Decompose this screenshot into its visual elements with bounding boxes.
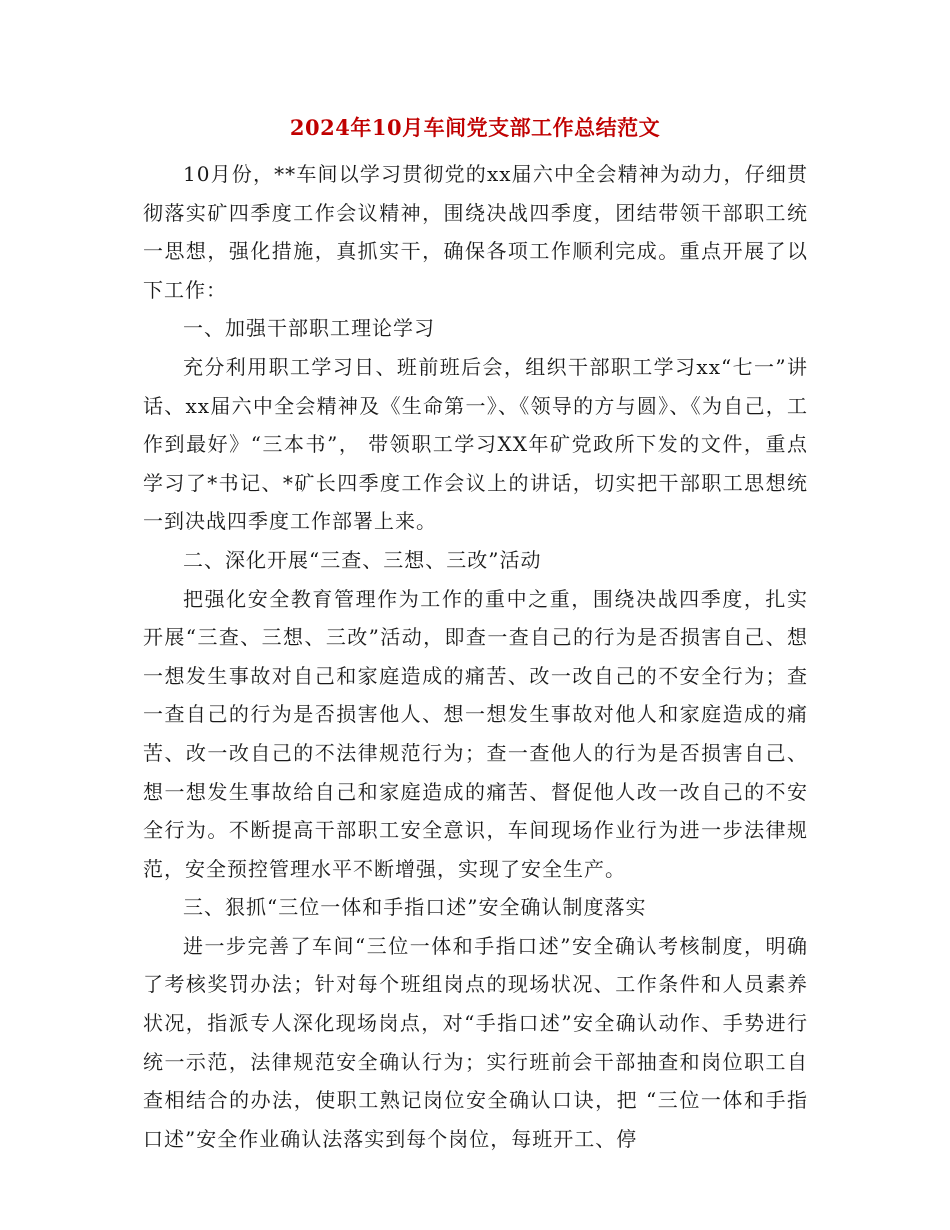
section-heading-1: 一、加强干部职工理论学习 <box>183 316 435 341</box>
intro-paragraph: 10月份，**车间以学习贯彻党的xx届六中全会精神为动力，仔细贯彻落实矿四季度工作会议精神，围绕决战四季度，团结带领干部职工统一思想，强化措施，真抓实干，确保各项工作顺利完成。重点开展了以下工作： <box>143 162 808 302</box>
section-paragraph-3: 进一步完善了车间“三位一体和手指口述”安全确认考核制度，明确了考核奖罚办法；针对每个班组岗点的现场状况、工作条件和人员素养状况，指派专人深化现场岗点，对“手指口述”安全确认动作、手势进行统一示范，法律规范安全确认行为；实行班前会干部抽查和岗位职工自查相结合的办法，使职工熟记岗位安全确认口诀，把 “三位一体和手指口述”安全作业确认法落实到每个岗位，每班开工、停 <box>143 933 808 1151</box>
section-heading-2: 二、深化开展“三查、三想、三改”活动 <box>183 547 542 572</box>
document-body <box>143 155 808 1158</box>
document-title: 2024年10月车间党支部工作总结范文 <box>289 115 661 140</box>
section-paragraph-2: 把强化安全教育管理作为工作的重中之重，围绕决战四季度，扎实开展“三查、三想、三改”活动，即查一查自己的行为是否损害自己、想一想发生事故对自己和家庭造成的痛苦、改一改自己的不安全行为；查一查自己的行为是否损害他人、想一想发生事故对他人和家庭造成的痛苦、改一改自己的不法律规范行为；查一查他人的行为是否损害自己、想一想发生事故给自己和家庭造成的痛苦、督促他人改一改自己的不安全行为。不断提高干部职工安全意识，车间现场作业行为进一步法律规范，安全预控管理水平不断增强，实现了安全生产。 <box>143 586 808 881</box>
section-heading-3: 三、狠抓“三位一体和手指口述”安全确认制度落实 <box>183 895 647 920</box>
section-paragraph-1: 充分利用职工学习日、班前班后会，组织干部职工学习xx“七一”讲话、xx届六中全会精神及《生命第一》、《领导的方与圆》、《为自己，工作到最好》“三本书”， 带领职工学习XX年矿党政所下发的文件，重点学习了*书记、*矿长四季度工作会议上的讲话，切实把干部职工思想统一到决战四季度工作部署上来。 <box>143 354 808 534</box>
